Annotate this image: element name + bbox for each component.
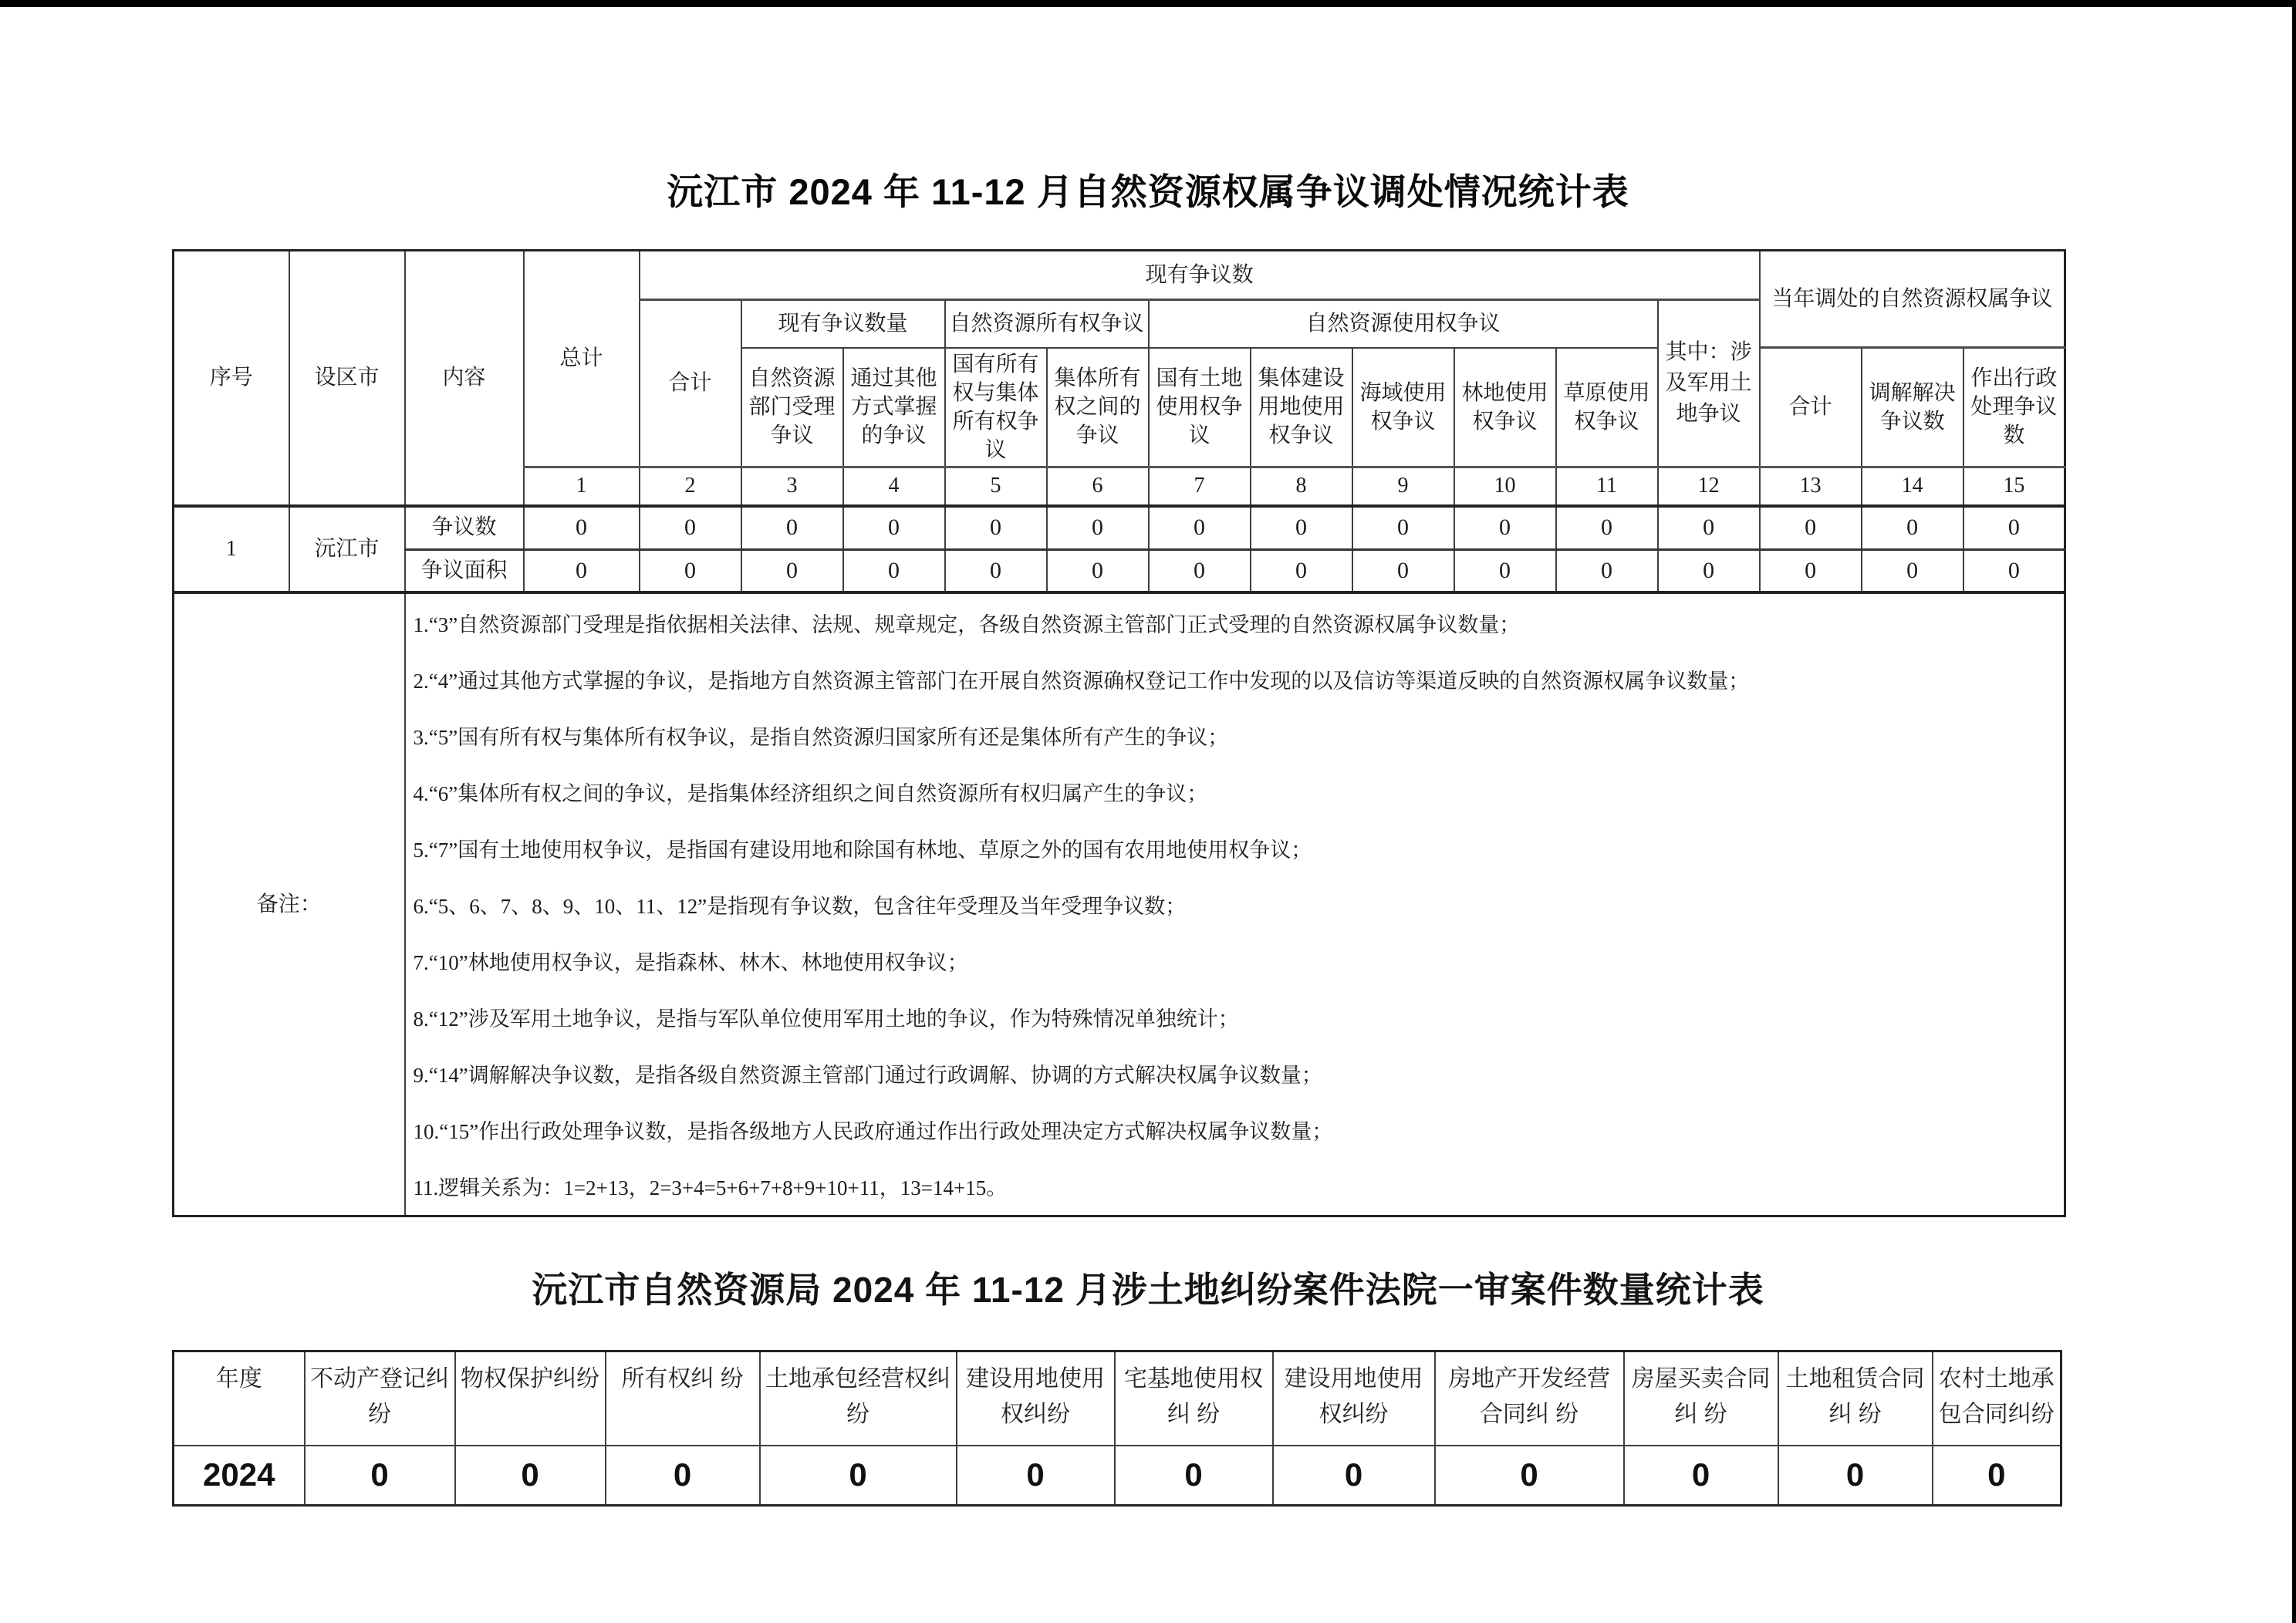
col-number-cell: 9 [1352,467,1454,506]
header-cell: 土地承包经营权纠 纷 [760,1351,957,1446]
col-number-cell: 2 [640,467,741,506]
value-cell: 0 [1047,549,1149,592]
value-cell: 0 [1454,506,1556,549]
value-cell: 0 [1624,1446,1778,1506]
header-cell: 自然资源部门受理争议 [741,348,843,467]
note-line: 10.“15”作出行政处理争议数，是指各级地方人民政府通过作出行政处理决定方式解决权属争议数量； [413,1120,1333,1143]
value-cell: 0 [1251,506,1352,549]
value-cell: 0 [640,506,741,549]
dispute-mediation-stats-table [172,249,2066,1217]
col-number-cell: 8 [1251,467,1352,506]
value-cell: 0 [1149,549,1251,592]
value-cell: 0 [1435,1446,1624,1506]
subtotal-header-cell: 合计 [640,300,741,467]
col-number-cell: 14 [1862,467,1963,506]
table-row-dispute-count [174,506,2065,549]
notes-row [174,592,2065,1216]
value-cell: 0 [1149,506,1251,549]
note-line: 5.“7”国有土地使用权争议，是指国有建设用地和除国有林地、草原之外的国有农用地使用权争议； [413,838,1312,862]
header-cell: 集体所有权之间的争议 [1047,348,1149,467]
header-row-1 [174,251,2065,300]
value-cell: 0 [1047,506,1149,549]
table1-title: 沅江市 2024 年 11-12 月自然资源权属争议调处情况统计表 [667,171,1629,212]
value-cell: 0 [640,549,741,592]
value-cell: 0 [1963,506,2065,549]
header-cell: 房地产开发经营合同纠 纷 [1435,1351,1624,1446]
header-cell: 国有土地使用权争议 [1149,348,1251,467]
col-number-cell: 12 [1658,467,1760,506]
value-cell: 0 [1658,549,1760,592]
value-cell: 0 [1352,506,1454,549]
value-cell: 0 [1862,549,1963,592]
value-cell: 0 [1251,549,1352,592]
header-cell: 作出行政处理争议数 [1963,348,2065,467]
row-label-cell: 争议数 [405,506,524,549]
row-label-cell: 争议面积 [405,549,524,592]
note-line: 1.“3”自然资源部门受理是指依据相关法律、法规、规章规定，各级自然资源主管部门正式受理的自然资源权属争议数量； [413,613,1521,636]
value-cell: 0 [843,506,945,549]
value-cell: 0 [606,1446,760,1506]
header-cell: 海域使用权争议 [1352,348,1454,467]
col-number-cell: 4 [843,467,945,506]
value-cell: 0 [843,549,945,592]
value-cell: 0 [524,506,640,549]
value-cell: 0 [1963,549,2065,592]
notes-content-cell [405,592,2065,1216]
value-cell: 0 [1760,506,1862,549]
notes-label-cell: 备注： [174,592,405,1216]
header-cell: 林地使用权争议 [1454,348,1556,467]
value-cell: 0 [741,506,843,549]
year-header-cell: 年度 [174,1351,305,1446]
table2-data-row [174,1446,2061,1506]
header-cell: 所有权纠 纷 [606,1351,760,1446]
usage-group-cell: 自然资源使用权争议 [1149,300,1658,348]
value-cell: 0 [945,506,1047,549]
value-cell: 0 [957,1446,1115,1506]
content-header-cell: 内容 [405,251,524,507]
header-cell: 草原使用权争议 [1556,348,1658,467]
city-header-cell: 设区市 [289,251,405,507]
scan-right-edge-bar [2292,0,2296,1623]
table2-header-row [174,1351,2061,1446]
value-cell: 0 [760,1446,957,1506]
note-line: 8.“12”涉及军用土地争议，是指与军队单位使用军用土地的争议，作为特殊情况单独统计； [413,1007,1239,1031]
header-cell: 物权保护纠纷 [455,1351,606,1446]
value-cell: 0 [1556,549,1658,592]
col-number-cell: 5 [945,467,1047,506]
military-land-header-cell: 其中：涉及军用土地争议 [1658,300,1760,467]
note-line: 6.“5、6、7、8、9、10、11、12”是指现有争议数，包含往年受理及当年受理争议数； [413,895,1187,918]
note-line: 11.逻辑关系为：1=2+13，2=3+4=5+6+7+8+9+10+11，13=14+15。 [413,1176,1008,1200]
seq-header-cell: 序号 [174,251,289,507]
land-lawsuit-stats-table [172,1350,2062,1507]
city-cell: 沅江市 [289,506,405,592]
header-cell: 集体建设用地使用权争议 [1251,348,1352,467]
header-cell: 宅基地使用权纠 纷 [1115,1351,1273,1446]
col-number-cell: 6 [1047,467,1149,506]
year-cell: 2024 [174,1446,305,1506]
col-number-cell: 3 [741,467,843,506]
note-line: 2.“4”通过其他方式掌握的争议，是指地方自然资源主管部门在开展自然资源确权登记工作中发现的以及信访等渠道反映的自然资源权属争议数量； [413,670,1750,693]
current-year-group-cell: 当年调处的自然资源权属争议 [1760,251,2065,348]
value-cell: 0 [741,549,843,592]
value-cell: 0 [1115,1446,1273,1506]
value-cell: 0 [305,1446,455,1506]
header-cell: 建设用地使用权纠纷 [957,1351,1115,1446]
value-cell: 0 [1658,506,1760,549]
scan-top-edge-bar [0,0,2296,7]
table-row-dispute-area [174,549,2065,592]
header-cell: 国有所有权与集体所有权争议 [945,348,1047,467]
header-cell: 调解解决争议数 [1862,348,1963,467]
value-cell: 0 [455,1446,606,1506]
value-cell: 0 [1556,506,1658,549]
header-cell: 房屋买卖合同纠 纷 [1624,1351,1778,1446]
col-number-cell: 7 [1149,467,1251,506]
value-cell: 0 [1933,1446,2061,1506]
header-cell: 建设用地使用权纠纷 [1273,1351,1435,1446]
count-group-cell: 现有争议数量 [741,300,945,348]
col-number-cell: 1 [524,467,640,506]
col-number-cell: 11 [1556,467,1658,506]
total-header-cell: 总计 [524,251,640,467]
value-cell: 0 [1778,1446,1933,1506]
value-cell: 0 [1273,1446,1435,1506]
table2-title: 沅江市自然资源局 2024 年 11-12 月涉土地纠纷案件法院一审案件数量统计表 [532,1270,1764,1310]
header-cell: 通过其他方式掌握的争议 [843,348,945,467]
col-number-cell: 15 [1963,467,2065,506]
header-cell: 不动产登记纠纷 [305,1351,455,1446]
value-cell: 0 [524,549,640,592]
note-line: 3.“5”国有所有权与集体所有权争议，是指自然资源归国家所有还是集体所有产生的争议； [413,726,1229,749]
header-cell: 土地租赁合同纠 纷 [1778,1351,1933,1446]
existing-disputes-group-cell: 现有争议数 [640,251,1760,300]
value-cell: 0 [1862,506,1963,549]
col-number-cell: 13 [1760,467,1862,506]
value-cell: 0 [1454,549,1556,592]
col-number-cell: 10 [1454,467,1556,506]
note-line: 4.“6”集体所有权之间的争议，是指集体经济组织之间自然资源所有权归属产生的争议； [413,782,1208,805]
seq-cell: 1 [174,506,289,592]
header-cell: 合计 [1760,348,1862,467]
note-line: 7.“10”林地使用权争议，是指森林、林木、林地使用权争议； [413,951,968,974]
value-cell: 0 [945,549,1047,592]
value-cell: 0 [1760,549,1862,592]
ownership-group-cell: 自然资源所有权争议 [945,300,1149,348]
value-cell: 0 [1352,549,1454,592]
note-line: 9.“14”调解解决争议数，是指各级自然资源主管部门通过行政调解、协调的方式解决权属争议数量； [413,1064,1322,1087]
header-cell: 农村土地承包合同纠纷 [1933,1351,2061,1446]
